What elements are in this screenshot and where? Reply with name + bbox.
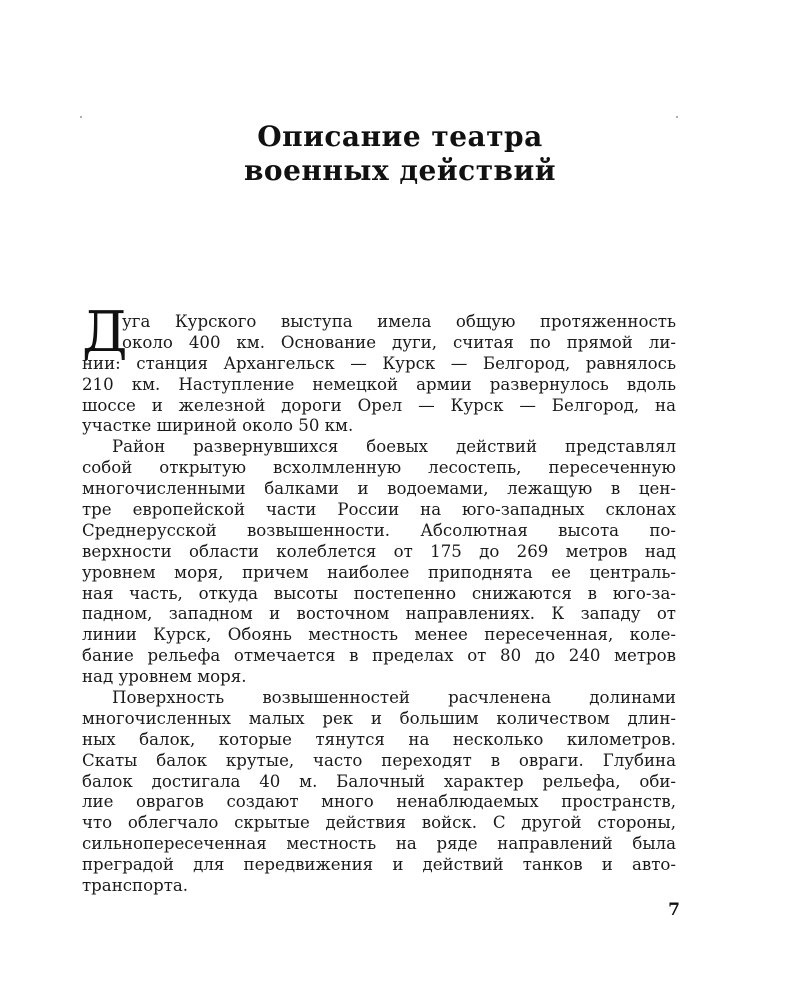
text-line: лие оврагов создают много ненаблюдаемых пространств, <box>82 792 676 812</box>
text-line: участке шириной около 50 км. <box>82 416 354 436</box>
text-line: шоссе и железной дороги Орел — Курск — Белгород, на <box>82 395 676 415</box>
text-line: тре европейской части России на юго-западных склонах <box>82 500 676 520</box>
text-line: линии Курск, Обоянь местность менее пересеченная, коле- <box>82 625 676 645</box>
text-line: многочисленными балками и водоемами, лежащую в цен- <box>82 479 676 499</box>
text-line: над уровнем моря. <box>82 667 247 687</box>
text-line: Скаты балок крутые, часто переходят в овраги. Глубина <box>82 750 676 770</box>
text-line: многочисленных малых рек и большим количеством длин- <box>82 708 676 728</box>
paragraph-3 <box>82 688 676 897</box>
text-line: Среднерусской возвышенности. Абсолютная высота по- <box>82 520 676 540</box>
paragraph-2 <box>82 437 676 688</box>
text-line: Район развернувшихся боевых действий представлял <box>112 437 676 457</box>
text-line: падном, западном и восточном направлениях. К западу от <box>82 604 676 624</box>
text-line: собой открытую всхолмленную лесостепь, пересеченную <box>82 458 676 478</box>
chapter-title-line-1: Описание театра <box>257 120 543 153</box>
paragraph-1 <box>82 312 676 437</box>
chapter-title-line-2: военных действий <box>243 154 557 187</box>
text-line: уга Курского выступа имела общую протяженность <box>122 312 676 331</box>
text-line: балок достигала 40 м. Балочный характер рельефа, оби- <box>82 771 676 791</box>
text-line: около 400 км. Основание дуги, считая по прямой ли- <box>122 332 676 352</box>
text-line: сильнопересеченная местность на ряде направлений была <box>82 834 676 854</box>
text-line: нии: станция Архангельск — Курск — Белгород, равнялось <box>82 353 676 373</box>
text-line: транспорта. <box>82 876 189 896</box>
page-number: 7 <box>668 900 680 920</box>
drop-cap: Д <box>82 300 128 365</box>
corner-mark-left <box>80 116 82 118</box>
body-text <box>82 312 676 897</box>
text-line: преградой для передвижения и действий танков и авто- <box>82 855 676 875</box>
text-line: ная часть, откуда высоты постепенно снижаются в юго-за- <box>82 583 676 603</box>
corner-mark-right <box>676 116 678 118</box>
text-line: верхности области колеблется от 175 до 269 метров над <box>82 541 676 561</box>
text-line: ных балок, которые тянутся на несколько километров. <box>82 729 676 749</box>
text-line: 210 км. Наступление немецкой армии развернулось вдоль <box>82 374 676 394</box>
text-line: что облегчало скрытые действия войск. С другой стороны, <box>82 813 676 833</box>
text-line: бание рельефа отмечается в пределах от 80 до 240 метров <box>82 646 676 666</box>
text-line: уровнем моря, причем наиболее приподнята ее централь- <box>82 562 676 582</box>
chapter-title <box>150 120 650 188</box>
text-line: Поверхность возвышенностей расчленена долинами <box>112 688 676 708</box>
